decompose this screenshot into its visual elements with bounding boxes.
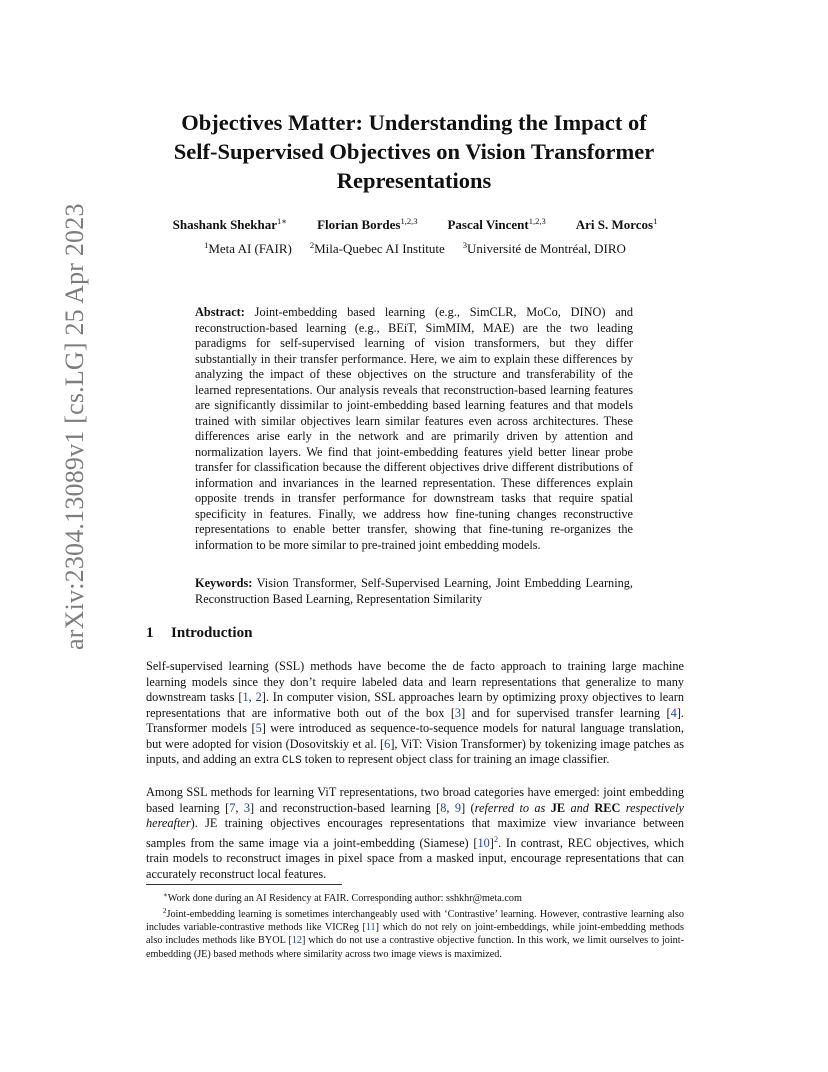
affiliation: $^1$Meta AI (FAIR) xyxy=(204,240,292,256)
citation-link[interactable]: 6 xyxy=(384,736,391,751)
citation-link[interactable]: 2 xyxy=(255,690,262,704)
affiliation-list xyxy=(120,240,710,257)
intro-paragraph-1: Self-supervised learning (SSL) methods have become the de facto approach to training large machine learning models since they don’t require labeled data and learn representations that generalize to many downstream tasks [1, 2]. In computer vision, SSL approaches learn by optimizing proxy objectives to learn representations that are informative both out of the box [3] and for supervised transfer learning [4]. Transformer models [5] were introduced as sequence-to-sequence models for natural language translation, but were adopted for vision (Dosovitskiy et al. [6], ViT: Vision Transformer) by tokenizing image patches as inputs, and adding an extra CLS token to represent object class for training an image classifier. xyxy=(146,659,684,767)
section-title: Introduction xyxy=(171,625,253,641)
title-line-1: Objectives Matter: Understanding the Impact of xyxy=(181,110,647,135)
footnote-rule xyxy=(146,884,342,885)
abstract-label: Abstract: xyxy=(195,305,245,319)
title-line-3: Representations xyxy=(336,168,492,193)
citation-link[interactable]: 1 xyxy=(242,690,249,704)
intro-paragraph-2: Among SSL methods for learning ViT representations, two broad categories have emerged: joint embedding based learning [7, 3] and reconstruction-based learning [8, 9] (referred to as JE and REC respectively hereafter). JE training objectives encourages representations that maximize view invariance between samples from the same image via a joint-embedding (Siamese) [10]$^2$. In contrast, REC objectives, which train models to reconstruct images in pixel space from a masked input, encourage representations that can accurately reconstruct local features. xyxy=(146,785,685,881)
keywords-label: Keywords: xyxy=(195,576,253,590)
arxiv-watermark xyxy=(18,203,89,650)
arxiv-id: arXiv:2304.13089v1 [cs.LG] 25 Apr 2023 xyxy=(60,203,89,650)
affiliation: $^3$Université de Montréal, DIRO xyxy=(462,240,626,256)
author: Ari S. Morcos$^1$ xyxy=(575,216,658,232)
paper-title xyxy=(150,108,678,195)
citation-link[interactable]: 5 xyxy=(255,721,262,735)
citation-link[interactable]: 3 xyxy=(243,800,250,815)
keywords-text: Vision Transformer, Self-Supervised Learning, Joint Embedding Learning, Reconstruction Based Learning, Representation Similarity xyxy=(195,576,633,606)
citation-link[interactable]: 12 xyxy=(291,935,302,947)
citation-link[interactable]: 9 xyxy=(454,800,462,815)
citation-link[interactable]: 7 xyxy=(229,800,236,815)
citation-link[interactable]: 4 xyxy=(670,705,677,720)
section-number: 1 xyxy=(146,625,154,641)
abstract-text: Joint-embedding based learning (e.g., SimCLR, MoCo, DINO) and reconstruction-based learning (e.g., BEiT, SimMIM, MAE) are the two leading paradigms for self-supervised learning of vision transformers, but they differ substantially in their transfer performance. Here, we aim to explain these differences by analyzing the impact of these objectives on the structure and transferability of the learned representations. Our analysis reveals that reconstruction-based learning features are significantly dissimilar to joint-embedding based learning features and that models trained with similar objectives learn similar features even across architectures. These differences arise early in the network and are primarily driven by attention and normalization layers. We find that joint-embedding features yield better linear probe transfer for classification because the different objectives drive different distributions of information and invariances in the learned representation. These differences explain opposite trends in transfer performance for downstream tasks that require spatial specificity in features. Finally, we address how fine-tuning changes reconstructive representations to enable better transfer, showing that fine-tuning re-organizes the information to be more similar to pre-trained joint embedding models. xyxy=(195,305,633,552)
keywords xyxy=(195,576,633,607)
citation-link[interactable]: 11 xyxy=(365,922,376,934)
author-list xyxy=(120,216,710,233)
abstract xyxy=(195,305,633,553)
title-line-2: Self-Supervised Objectives on Vision Transformer xyxy=(173,139,655,164)
author: Pascal Vincent$^{1,2,3}$ xyxy=(447,216,546,232)
footnote-1: ∗Work done during an AI Residency at FAIR. Corresponding author: sshkhr@meta.com xyxy=(163,891,522,904)
affiliation: $^2$Mila-Quebec AI Institute xyxy=(309,240,445,256)
citation-link[interactable]: 8 xyxy=(440,800,447,815)
section-heading xyxy=(146,625,252,642)
footnote-2: $^2$Joint-embedding learning is sometimes interchangeably used with ‘Contrastive’ learning. However, contrastive learning also includes variable-contrastive methods like VICReg [11] which do not rely on joint-embeddings, while joint-embedding methods also includes methods like BYOL [12] which do not use a contrastive objective function. In this work, we limit ourselves to joint-embedding (JE) based methods where similarity across two image views is maximized. xyxy=(146,907,685,960)
citation-link[interactable]: 3 xyxy=(454,705,462,720)
footnote-ref[interactable]: 2 xyxy=(493,833,499,844)
author: Shashank Shekhar$^{1∗}$ xyxy=(172,216,288,232)
author: Florian Bordes$^{1,2,3}$ xyxy=(317,216,418,232)
code-token: CLS xyxy=(281,755,302,767)
citation-link[interactable]: 10 xyxy=(477,835,490,850)
